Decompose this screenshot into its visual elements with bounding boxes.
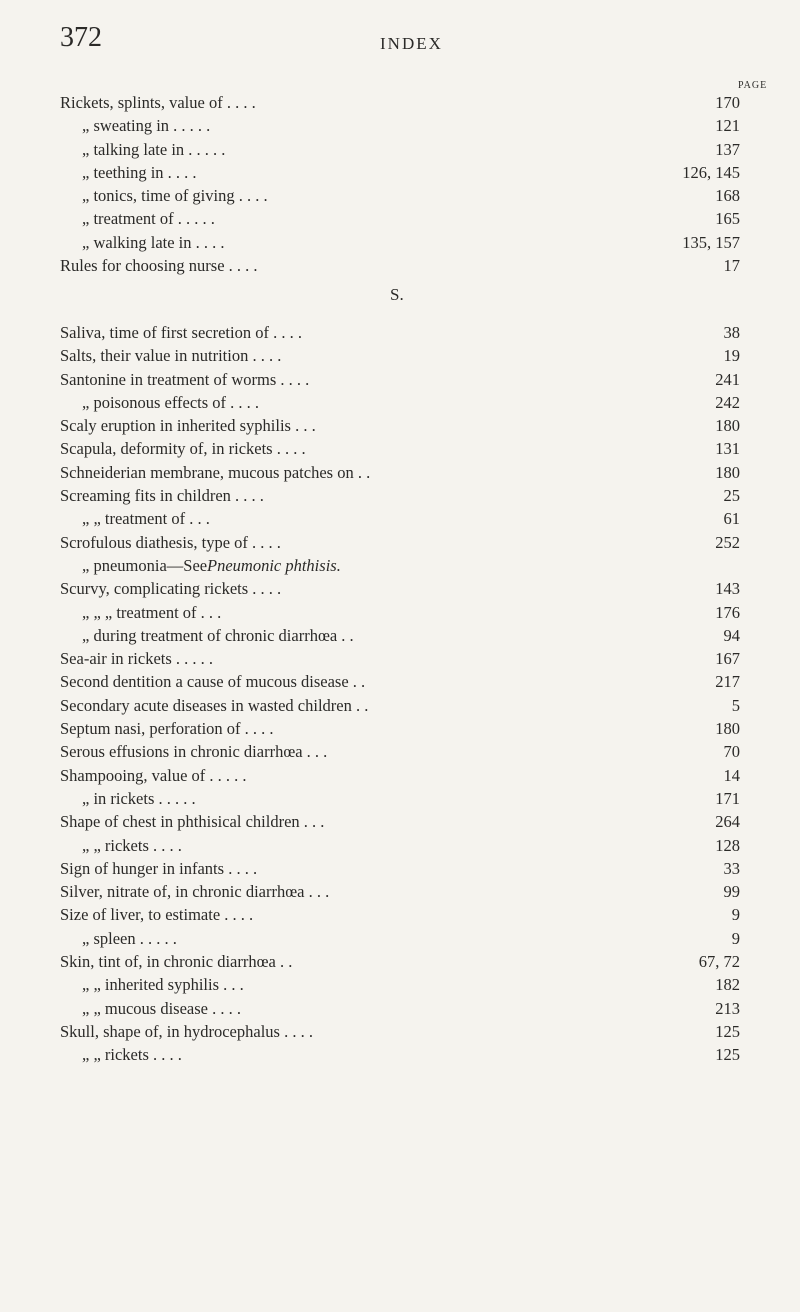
entry-text: „ spleen . . . . . bbox=[82, 928, 177, 948]
running-head: INDEX bbox=[380, 34, 443, 53]
index-entry bbox=[0, 231, 800, 254]
index-entry bbox=[0, 437, 800, 460]
entry-page-number: 135, 157 bbox=[682, 232, 740, 252]
entry-text: Screaming fits in children . . . . bbox=[60, 486, 264, 506]
entry-page-number: 252 bbox=[715, 532, 740, 552]
entry-text: Santonine in treatment of worms . . . . bbox=[60, 369, 310, 389]
entry-text: Silver, nitrate of, in chronic diarrhœa . . . bbox=[60, 882, 330, 902]
entry-page-number: 9 bbox=[731, 928, 740, 948]
entry-text: „ „ rickets . . . . bbox=[82, 835, 182, 855]
entry-page-number: 171 bbox=[715, 788, 740, 808]
index-entry bbox=[0, 927, 800, 950]
entry-text: Serous effusions in chronic diarrhœa . . . bbox=[60, 742, 328, 762]
entry-text: „ „ inherited syphilis . . . bbox=[82, 975, 244, 995]
index-entry bbox=[0, 740, 800, 763]
entry-page-number: 94 bbox=[723, 625, 740, 645]
index-entry bbox=[0, 391, 800, 414]
entry-text: „ treatment of . . . . . bbox=[82, 209, 215, 229]
entry-text: Rickets, splints, value of . . . . bbox=[60, 93, 256, 112]
index-entry bbox=[0, 114, 800, 137]
entry-page-number: 25 bbox=[723, 486, 740, 506]
page-number: 372 bbox=[60, 22, 102, 53]
entry-text: „ „ mucous disease . . . . bbox=[82, 998, 241, 1018]
index-entry bbox=[0, 764, 800, 787]
entry-page-number: 167 bbox=[715, 649, 740, 669]
entry-page-number: 264 bbox=[715, 812, 740, 832]
entry-text: Salts, their value in nutrition . . . . bbox=[60, 346, 282, 366]
index-entry bbox=[0, 997, 800, 1020]
index-entry bbox=[0, 670, 800, 693]
entry-page-number: 70 bbox=[723, 742, 740, 762]
index-entry bbox=[0, 461, 800, 484]
index-section-s bbox=[0, 321, 800, 1067]
entry-text: Sea-air in rickets . . . . . bbox=[60, 649, 214, 669]
index-entry bbox=[0, 973, 800, 996]
entry-text: „ talking late in . . . . . bbox=[82, 139, 226, 159]
index-entry bbox=[0, 484, 800, 507]
entry-page-number: 143 bbox=[715, 579, 740, 599]
index-entry bbox=[0, 624, 800, 647]
entry-page-number: 9 bbox=[731, 905, 740, 925]
index-entry bbox=[0, 834, 800, 857]
entry-page-number: 170 bbox=[715, 93, 740, 112]
entry-text: „ „ rickets . . . . bbox=[82, 1045, 182, 1065]
entry-text: Rules for choosing nurse . . . . bbox=[60, 256, 258, 276]
entry-page-number: 19 bbox=[723, 346, 740, 366]
index-entry bbox=[0, 950, 800, 973]
entry-page-number: 180 bbox=[715, 462, 740, 482]
entry-text: „ walking late in . . . . bbox=[82, 232, 225, 252]
entry-text: „ in rickets . . . . . bbox=[82, 788, 196, 808]
index-entry bbox=[0, 91, 800, 114]
entry-page-number: 137 bbox=[715, 139, 740, 159]
entry-page-number: 168 bbox=[715, 186, 740, 206]
index-entry bbox=[0, 138, 800, 161]
entry-text: Saliva, time of first secretion of . . . . bbox=[60, 323, 302, 342]
entry-text: „ poisonous effects of . . . . bbox=[82, 392, 260, 412]
index-entry bbox=[0, 344, 800, 367]
entry-text: „ during treatment of chronic diarrhœa . . bbox=[82, 625, 354, 645]
index-entry bbox=[0, 903, 800, 926]
entry-page-number: 125 bbox=[715, 1045, 740, 1065]
index-entry bbox=[0, 207, 800, 230]
page-header bbox=[0, 22, 800, 62]
index-entry bbox=[0, 857, 800, 880]
index-entry bbox=[0, 880, 800, 903]
entry-page-number: 126, 145 bbox=[682, 162, 740, 182]
entry-text: Skull, shape of, in hydrocephalus . . . . bbox=[60, 1021, 313, 1041]
entry-page-number: 125 bbox=[715, 1021, 740, 1041]
index-entry bbox=[0, 184, 800, 207]
entry-text: Skin, tint of, in chronic diarrhœa . . bbox=[60, 952, 293, 972]
entry-cross-reference: Pneumonic phthisis. bbox=[207, 555, 341, 575]
index-entry bbox=[0, 577, 800, 600]
entry-page-number: 128 bbox=[715, 835, 740, 855]
index-entry bbox=[0, 601, 800, 624]
entry-page-number: 242 bbox=[715, 392, 740, 412]
entry-page-number: 61 bbox=[723, 509, 740, 529]
index-entry bbox=[0, 414, 800, 437]
entry-text: Secondary acute diseases in wasted children . . bbox=[60, 695, 369, 715]
entry-page-number: 38 bbox=[723, 323, 740, 342]
entry-text: Septum nasi, perforation of . . . . bbox=[60, 719, 274, 739]
entry-text: Schneiderian membrane, mucous patches on . . bbox=[60, 462, 371, 482]
index-entry bbox=[0, 810, 800, 833]
entry-page-number: 5 bbox=[731, 695, 740, 715]
section-letter-s: S. bbox=[390, 285, 404, 304]
index-entry bbox=[0, 531, 800, 554]
entry-page-number: 17 bbox=[723, 256, 740, 276]
entry-text: Size of liver, to estimate . . . . bbox=[60, 905, 254, 925]
entry-page-number: 180 bbox=[715, 719, 740, 739]
entry-page-number: 176 bbox=[715, 602, 740, 622]
entry-text: „ teething in . . . . bbox=[82, 162, 197, 182]
entry-text: „ sweating in . . . . . bbox=[82, 116, 211, 136]
entry-page-number: 131 bbox=[715, 439, 740, 459]
index-entry bbox=[0, 161, 800, 184]
entry-page-number: 14 bbox=[723, 765, 740, 785]
index-entry bbox=[0, 717, 800, 740]
entry-page-number: 241 bbox=[715, 369, 740, 389]
index-entry bbox=[0, 1043, 800, 1066]
entry-page-number: 99 bbox=[723, 882, 740, 902]
entry-text: Scrofulous diathesis, type of . . . . bbox=[60, 532, 281, 552]
entry-page-number: 165 bbox=[715, 209, 740, 229]
entry-text: Second dentition a cause of mucous disease . . bbox=[60, 672, 366, 692]
index-entry bbox=[0, 787, 800, 810]
entry-page-number: 213 bbox=[715, 998, 740, 1018]
index-entry bbox=[0, 254, 800, 277]
index-section-r bbox=[0, 91, 800, 277]
entry-page-number: 33 bbox=[723, 858, 740, 878]
entry-text: Scurvy, complicating rickets . . . . bbox=[60, 579, 282, 599]
entry-page-number: 67, 72 bbox=[698, 952, 740, 972]
index-entry bbox=[0, 368, 800, 391]
entry-text: „ pneumonia—See bbox=[82, 555, 208, 575]
index-entry bbox=[0, 647, 800, 670]
entry-page-number: 121 bbox=[715, 116, 740, 136]
entry-text: Shape of chest in phthisical children . . . bbox=[60, 812, 325, 832]
index-entry bbox=[0, 507, 800, 530]
entry-page-number: 217 bbox=[715, 672, 740, 692]
index-entry bbox=[0, 694, 800, 717]
entry-text: „ „ „ treatment of . . . bbox=[82, 602, 222, 622]
index-entry bbox=[0, 1020, 800, 1043]
index-entry bbox=[0, 321, 800, 344]
entry-text: Scaly eruption in inherited syphilis . . . bbox=[60, 416, 316, 436]
entry-text: Shampooing, value of . . . . . bbox=[60, 765, 247, 785]
entry-text: Scapula, deformity of, in rickets . . . . bbox=[60, 439, 306, 459]
entry-text: „ tonics, time of giving . . . . bbox=[82, 186, 268, 206]
page-column-label: PAGE bbox=[738, 80, 768, 91]
entry-page-number: 180 bbox=[715, 416, 740, 436]
entry-text: „ „ treatment of . . . bbox=[82, 509, 210, 529]
entry-page-number: 182 bbox=[715, 975, 740, 995]
entry-text: Sign of hunger in infants . . . . bbox=[60, 858, 258, 878]
index-entry bbox=[0, 554, 800, 577]
